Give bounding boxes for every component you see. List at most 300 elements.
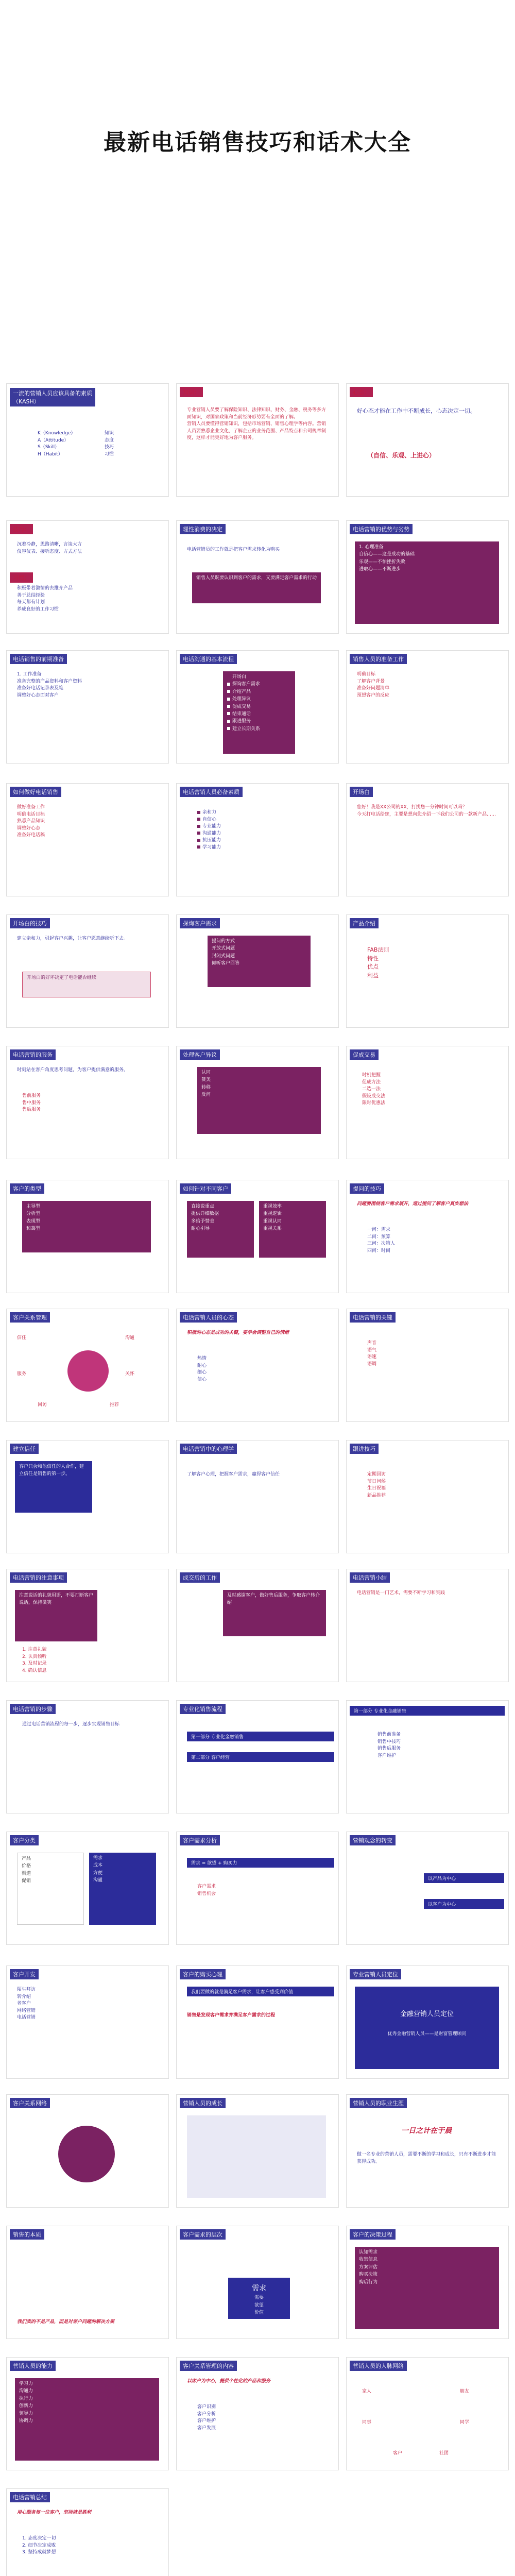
slide-obj <box>176 1046 339 1159</box>
i-box-title: 金融营销人员定位 <box>400 2010 454 2018</box>
goal-item: 抗压能力 <box>197 837 321 844</box>
lst-item: 3. 及时记录 <box>22 1661 47 1666</box>
p-item: 领导力 <box>19 2411 33 2416</box>
circle-item: 回访 <box>38 1402 47 1408</box>
inner-item: 自信心——这是成功的基础 <box>359 552 415 557</box>
slide-lst <box>6 1569 169 1682</box>
goal-list <box>197 809 321 851</box>
a-text: 通过电话营销流程的每一步，逐步实现销售目标 <box>22 1722 120 1727</box>
s-header: 电话营销总结 <box>10 2492 50 2502</box>
tips-list <box>357 671 496 699</box>
close-item: 假设成交法 <box>362 1093 386 1099</box>
close-item: 二选一法 <box>362 1087 381 1092</box>
d-right-item: 需求 <box>93 1856 103 1861</box>
slide-n <box>176 2226 339 2339</box>
b-item: 第一部分 专业化金融销售 <box>187 1732 334 1741</box>
cust-box <box>22 1201 151 1252</box>
flow-item: 探询客户需求 <box>227 681 291 688</box>
habit-header: 习惯： <box>10 572 33 583</box>
n-header: 客户需求的层次 <box>180 2229 226 2240</box>
c-item: 销售前准备 <box>377 1732 401 1737</box>
habit-item: 善于总结经验 <box>17 592 45 598</box>
slide-show <box>346 914 509 1028</box>
keep-item: 语速 <box>367 1354 377 1360</box>
svc-list <box>22 1093 151 1114</box>
pres-item: 熟悉产品知识 <box>17 819 45 824</box>
need-item: 开放式问题 <box>212 946 235 952</box>
show-list <box>367 946 491 980</box>
svc-item: 售后服务 <box>22 1107 41 1112</box>
row-10 <box>0 1569 515 1692</box>
follow-item: 生日祝福 <box>367 1486 386 1491</box>
slide-mind2 <box>176 1440 339 1553</box>
insure-right <box>259 1201 326 1258</box>
insure-right-item: 重视认同 <box>263 1218 282 1224</box>
p-header: 营销人员的能力 <box>10 2361 56 2371</box>
slide-prep <box>6 650 169 764</box>
skill-text: 沉着冷静，思路清晰，言谈大方 仪容仪表、接听态度、方式方法 <box>17 542 82 554</box>
svc-item: 售中服务 <box>22 1100 41 1106</box>
cust-item: 表现型 <box>26 1218 41 1224</box>
o-item: 购买决策 <box>359 2272 378 2278</box>
s-item: 2. 细节决定成败 <box>22 2543 56 2548</box>
slide-p <box>6 2357 169 2470</box>
i-box <box>355 1987 499 2069</box>
mind-header: 电话营销人员的心态 <box>180 1312 237 1323</box>
kash-list <box>38 430 141 458</box>
close-list <box>362 1072 491 1107</box>
r-item: 朋友 <box>460 2389 470 2394</box>
tips-item: 准备好问题清单 <box>357 686 390 691</box>
lst-list <box>22 1647 156 1674</box>
e-item: 客户需求 <box>197 1884 216 1889</box>
mind2-header: 电话营销中的心理学 <box>180 1444 237 1454</box>
row-6 <box>0 1046 515 1170</box>
mind-item: 细心 <box>197 1370 207 1375</box>
obj-item: 反问 <box>201 1092 211 1098</box>
slide-pres <box>6 783 169 896</box>
follow-item: 节日问候 <box>367 1479 386 1484</box>
sale-text: 时刻站在客户角度思考问题，为客户提供满意的服务。 <box>17 1067 129 1073</box>
slide-guide <box>346 1180 509 1293</box>
l-red: 一日之计在于晨 <box>401 2127 452 2135</box>
slide-insure <box>176 1180 339 1293</box>
c-item: 销售后服务 <box>377 1746 401 1751</box>
attitude-quote: （自信、乐观、上进心） <box>367 452 436 459</box>
slide-mind <box>176 1309 339 1422</box>
need-item: 提问的方式 <box>212 939 235 944</box>
goal-item: 沟通能力 <box>197 831 321 838</box>
goal-item: 学习能力 <box>197 844 321 852</box>
attitude-header: 心态： <box>350 387 373 397</box>
o-item: 购后行为 <box>359 2279 378 2285</box>
p-item: 执行力 <box>19 2396 33 2401</box>
n-item: 欲望 <box>254 2302 264 2308</box>
open-text: 建立亲和力，引起客户兴趣，让客户愿意继续听下去。 <box>17 936 129 941</box>
h-red: 销售是发现客户需求并满足客户需求的过程 <box>187 2013 276 2018</box>
p-item: 学习力 <box>19 2381 33 2386</box>
slide-goal <box>176 783 339 896</box>
flow-item: 结束通话 <box>227 710 291 718</box>
follow-list <box>367 1471 491 1499</box>
row-11 <box>0 1700 515 1824</box>
slide-close <box>346 1046 509 1159</box>
c-item: 客户维护 <box>377 1753 397 1758</box>
slide-j <box>6 2094 169 2208</box>
obj-item: 认同 <box>201 1070 211 1075</box>
kash-item: H（Habit） 习惯 <box>38 451 114 457</box>
cust-header: 客户的类型 <box>10 1183 44 1194</box>
need-item: 倾听客户回答 <box>212 961 240 967</box>
slide-d <box>6 1832 169 1945</box>
c-header: 第一部分 专业化金融销售 <box>350 1706 505 1716</box>
goal-header: 电话营销人员必备素质 <box>180 787 243 797</box>
lst-item: 2. 认真倾听 <box>22 1654 47 1659</box>
flow-item: 跟进服务 <box>227 718 291 725</box>
script-header: 开场白 <box>350 787 373 797</box>
show-item: FAB法则 <box>367 946 389 953</box>
circle-item: 服务 <box>17 1371 27 1377</box>
insure-right-item: 重视逻辑 <box>263 1211 282 1217</box>
r-item: 家人 <box>362 2389 372 2394</box>
mind-item: 热情 <box>197 1356 207 1361</box>
slide-deal <box>176 1569 339 1682</box>
obj-item: 转移 <box>201 1084 211 1090</box>
d-right <box>89 1853 156 1925</box>
insure-right-item: 重视效率 <box>263 1204 282 1209</box>
row-9 <box>0 1440 515 1564</box>
g-item: 网络营销 <box>17 2008 36 2013</box>
guide-item: 一问：需求 <box>367 1227 391 1232</box>
inner-item: 乐观——不怕挫折失败 <box>359 559 406 565</box>
kash-item: A（Attitude） 态度 <box>38 437 114 443</box>
slide-l <box>346 2094 509 2208</box>
row-2 <box>0 520 515 644</box>
insure-right-item: 重视关系 <box>263 1226 282 1232</box>
prep-header: 电话销售的前期准备 <box>10 654 67 664</box>
slide-follow <box>346 1440 509 1553</box>
j-header: 客户关系网络 <box>10 2098 50 2108</box>
row-4 <box>0 783 515 907</box>
role-header: 理性消费的决定 <box>180 524 226 534</box>
close-item: 限时优惠法 <box>362 1100 386 1106</box>
open-header: 开场白的技巧 <box>10 918 50 928</box>
f-item: 以客户为中心 <box>424 1899 504 1909</box>
m-header: 销售的本质 <box>10 2229 44 2240</box>
lst-header: 电话营销的注意事项 <box>10 1572 67 1583</box>
m-red: 我们卖的不是产品，而是对客户问题的解决方案 <box>17 2319 115 2325</box>
d-right-item: 方便 <box>93 1870 103 1876</box>
row-13 <box>0 1965 515 2089</box>
cust-item: 主导型 <box>26 1204 41 1209</box>
e-item: 销售机会 <box>197 1891 216 1896</box>
r-item: 同事 <box>362 2420 372 2425</box>
row-17 <box>0 2488 515 2576</box>
d-header: 客户分类 <box>10 1835 39 1845</box>
f-item: 以产品为中心 <box>424 1873 504 1883</box>
skill-header: 技巧： <box>10 524 33 534</box>
r-item: 客户 <box>393 2451 403 2456</box>
a-header: 电话营销的步骤 <box>10 1704 56 1714</box>
d-left-item: 促销 <box>22 1878 31 1884</box>
slide-k <box>176 2094 339 2208</box>
q-item: 客户维护 <box>197 2418 216 2424</box>
role-text: 电话营销员的工作就是把客户需求转化为购买 <box>187 547 280 552</box>
g-item: 陌生拜访 <box>17 1987 36 1992</box>
obj-box <box>197 1067 321 1134</box>
q-list <box>197 2404 321 2432</box>
keep-item: 语调 <box>367 1361 377 1367</box>
close-header: 促成交易 <box>350 1049 379 1060</box>
keep-header: 电话营销的关键 <box>350 1312 396 1323</box>
pres-item: 调整好心态 <box>17 825 41 831</box>
trust-header: 建立信任 <box>10 1444 39 1454</box>
s-red: 用心服务每一位客户，坚持就是胜利 <box>17 2510 92 2515</box>
mind-list <box>197 1355 321 1383</box>
l-text: 做一名专业的营销人员，需要不断的学习和成长，只有不断进步才能获得成功。 <box>357 2152 496 2164</box>
slide-role <box>176 520 339 634</box>
l-header: 营销人员的职业生涯 <box>350 2098 407 2108</box>
insure-left-item: 多给予赞美 <box>191 1218 215 1224</box>
row-15 <box>0 2226 515 2349</box>
slide-q <box>176 2357 339 2470</box>
slide-trust <box>6 1440 169 1553</box>
flow-item: 开场白 <box>227 673 291 681</box>
d-left-item: 价格 <box>22 1863 31 1869</box>
slide-a <box>6 1700 169 1814</box>
mind-red: 积极的心态是成功的关键，要学会调整自己的情绪 <box>187 1330 289 1335</box>
n-item: 价值 <box>254 2310 264 2316</box>
pres-item: 准备好电话稿 <box>17 833 45 838</box>
habit-item: 积极带着激情的去推介产品 <box>17 586 73 591</box>
slide-open <box>6 914 169 1028</box>
slide-f <box>346 1832 509 1945</box>
follow-item: 新品推荐 <box>367 1493 386 1498</box>
pic-header: 电话营销小结 <box>350 1572 390 1583</box>
inner-header: 电话营销的优势与劣势 <box>350 524 413 534</box>
e-header: 客户需求分析 <box>180 1835 220 1845</box>
prep-item: 准备完整的产品资料和客户资料 <box>17 679 82 684</box>
d-right-item: 成本 <box>93 1863 103 1869</box>
script-text: 您好！我是XX公司的XX，打扰您一分钟时间可以吗？ 今天打电话给您，主要是想向您介绍一下我们公司的一款新产品…… <box>357 805 496 817</box>
s-list <box>22 2535 151 2556</box>
c-list <box>377 1732 491 1759</box>
slide-kash <box>6 383 169 497</box>
row-5 <box>0 914 515 1038</box>
i-header: 专业营销人员定位 <box>350 1969 401 1979</box>
slide-h <box>176 1965 339 2079</box>
tips-item: 预想客户的反应 <box>357 692 390 698</box>
b-item: 第二部分 客户经营 <box>187 1752 334 1762</box>
follow-item: 定期回访 <box>367 1472 386 1477</box>
q-red: 以客户为中心，提供个性化的产品和服务 <box>187 2379 271 2384</box>
slide-i <box>346 1965 509 2079</box>
slide-tips <box>346 650 509 764</box>
g-list <box>17 1987 156 2022</box>
svc-item: 售前服务 <box>22 1093 41 1098</box>
n-item: 需求 <box>252 2284 266 2293</box>
c-item: 销售中技巧 <box>377 1739 401 1744</box>
lst-item: 4. 确认信息 <box>22 1668 47 1673</box>
pres-item: 做好准备工作 <box>17 805 45 810</box>
mind-item: 耐心 <box>197 1363 207 1368</box>
insure-left-item: 耐心引导 <box>191 1226 210 1232</box>
q-item: 客户识别 <box>197 2404 216 2410</box>
guide-item: 三问：决策人 <box>367 1241 396 1246</box>
insure-header: 如何针对不同客户 <box>180 1183 231 1194</box>
circle-item: 沟通 <box>125 1335 135 1341</box>
kash-header: 一流的营销人员应该具备的素质 （KASH） <box>10 388 95 406</box>
attitude-text: 好心态才能在工作中不断成长，心态决定一切。 <box>357 408 476 414</box>
slide-sale <box>6 1046 169 1159</box>
row-12 <box>0 1832 515 1955</box>
flow-box <box>223 671 295 754</box>
prep-item: 调整好心态面对客户 <box>17 692 59 698</box>
circle-item: 信任 <box>17 1335 27 1341</box>
need-item: 封闭式问题 <box>212 953 235 959</box>
o-header: 客户的决策过程 <box>350 2229 396 2240</box>
o-box <box>355 2247 499 2329</box>
s-item: 1. 态度决定一切 <box>22 2536 56 2541</box>
mind-item: 信心 <box>197 1377 207 1382</box>
slide-e <box>176 1832 339 1945</box>
insure-left-item: 提供详细数据 <box>191 1211 219 1217</box>
mind2-text: 了解客户心理，把握客户需求，赢得客户信任 <box>187 1472 280 1477</box>
habit-item: 每天都有计划 <box>17 600 45 605</box>
goal-item: 自信心 <box>197 817 321 824</box>
pic-text: 电话营销是一门艺术，需要不断学习和实践 <box>357 1590 445 1596</box>
slide-script <box>346 783 509 896</box>
open-box: 开场白的好坏决定了电话能否继续 <box>22 972 151 997</box>
slide-need <box>176 914 339 1028</box>
row-1 <box>0 383 515 507</box>
slide-g <box>6 1965 169 2079</box>
close-item: 时机把握 <box>362 1073 381 1078</box>
need-header: 探询客户需求 <box>180 918 220 928</box>
inner-item: 进取心——不断进步 <box>359 567 401 572</box>
d-right-item: 沟通 <box>93 1878 103 1884</box>
slide-s <box>6 2488 169 2576</box>
q-header: 客户关系管理的内容 <box>180 2361 237 2371</box>
need-box <box>208 936 311 987</box>
circle-header: 客户关系管理 <box>10 1312 50 1323</box>
flow-item: 介绍产品 <box>227 688 291 696</box>
prep-item: 准备好电话记录表及笔 <box>17 686 64 691</box>
slide-keep <box>346 1309 509 1422</box>
inner-item: 1. 心理准备 <box>359 545 384 550</box>
close-item: 促成方法 <box>362 1079 381 1085</box>
g-item: 老客户 <box>17 2001 31 2006</box>
show-item: 利益 <box>367 972 379 979</box>
p-item: 创新力 <box>19 2403 33 2409</box>
insure-left-item: 直接说重点 <box>191 1204 215 1209</box>
show-item: 特性 <box>367 955 379 962</box>
slide-flow <box>176 650 339 764</box>
g-item: 电话营销 <box>17 2015 36 2020</box>
i-box-sub: 优秀金融营销人员——是财富管理顾问 <box>387 2031 467 2037</box>
slide-skill <box>6 520 169 634</box>
r-header: 营销人员的人脉网络 <box>350 2361 407 2371</box>
keep-item: 声音 <box>367 1341 377 1346</box>
k-header: 营销人员的成长 <box>180 2098 226 2108</box>
habit-list <box>17 585 156 613</box>
d-left-item: 渠道 <box>22 1871 31 1876</box>
tips-header: 销售人员的准备工作 <box>350 654 407 664</box>
goal-item: 亲和力 <box>197 809 321 817</box>
keep-list <box>367 1340 491 1368</box>
slide-b <box>176 1700 339 1814</box>
g-item: 转介绍 <box>17 1994 31 1999</box>
s-item: 3. 坚持成就梦想 <box>22 2550 56 2555</box>
p-item: 沟通力 <box>19 2388 33 2394</box>
e-list <box>197 1884 321 1897</box>
trust-box: 客户只会和他信任的人合作，建立信任是销售的第一步。 <box>15 1461 92 1513</box>
o-item: 方案评估 <box>359 2264 378 2270</box>
pres-item: 明确电话目标 <box>17 811 45 817</box>
slide-cust <box>6 1180 169 1293</box>
o-item: 认知需求 <box>359 2250 378 2255</box>
knowledge-text: 专业营销人员要了解保险知识、法律知识、财务、金融、税务等多方面知识，对国家政策和当前经济形势要有全面的了解。 营销人员要懂得营销知识，包括市场营销、销售心理学等内容。营销人员要熟悉企业文化，了解企业的业务范围、产品特点和公司规章制度，这样才能更好地为客户服务。 <box>187 408 327 440</box>
slide-circle <box>6 1309 169 1422</box>
obj-item: 赞美 <box>201 1077 211 1083</box>
f-header: 营销观念的转变 <box>350 1835 396 1845</box>
b-header: 专业化销售流程 <box>180 1704 226 1714</box>
keep-item: 语气 <box>367 1347 377 1353</box>
h-box: 我们要做的就是满足客户需求，让客户感受到价值 <box>187 1987 334 1996</box>
cust-item: 分析型 <box>26 1211 41 1217</box>
q-item: 客户发展 <box>197 2425 216 2431</box>
guide-red: 问题要围绕客户需求展开，通过提问了解客户真实想法 <box>357 1201 469 1207</box>
p-box <box>15 2378 159 2461</box>
j-center <box>58 2126 115 2182</box>
p-item: 协调力 <box>19 2418 33 2424</box>
insure-left <box>187 1201 254 1258</box>
row-14 <box>0 2094 515 2218</box>
h-header: 客户的购买心理 <box>180 1969 226 1979</box>
show-header: 产品介绍 <box>350 918 379 928</box>
slide-attitude <box>346 383 509 497</box>
pres-list <box>17 804 156 839</box>
slide-m <box>6 2226 169 2339</box>
follow-header: 跟进技巧 <box>350 1444 379 1454</box>
goal-item: 专业能力 <box>197 823 321 831</box>
role-box: 销售人员既要认识到客户的需求，又要满足客户需求的行动 <box>192 572 321 603</box>
g-header: 客户开发 <box>10 1969 39 1979</box>
circle-item: 推荐 <box>110 1402 119 1408</box>
deal-box: 及时感谢客户，做好售后服务，争取客户转介绍 <box>223 1590 326 1636</box>
guide-list <box>367 1227 491 1255</box>
e-text: 需求 = 欲望 + 购买力 <box>187 1858 334 1868</box>
pres-header: 如何做好电话销售 <box>10 787 61 797</box>
lst-item: 1. 注意礼貌 <box>22 1647 47 1652</box>
obj-header: 处理客户异议 <box>180 1049 220 1060</box>
flow-header: 电话沟通的基本流程 <box>180 654 237 664</box>
tips-item: 明确目标 <box>357 672 376 677</box>
prep-item: 1. 工作准备 <box>17 672 42 677</box>
row-7 <box>0 1180 515 1303</box>
prep-list <box>17 671 156 699</box>
slide-o <box>346 2226 509 2339</box>
slide-inner <box>346 520 509 634</box>
habit-item: 养成良好的工作习惯 <box>17 606 59 612</box>
kash-item: K（Knowledge） 知识 <box>38 431 114 436</box>
knowledge-header: 知识： <box>180 387 203 397</box>
o-item: 收集信息 <box>359 2257 378 2263</box>
flow-item: 建立长期关系 <box>227 725 291 733</box>
tips-item: 了解客户背景 <box>357 679 385 684</box>
page-title: 最新电话销售技巧和话术大全 <box>104 129 411 156</box>
n-center <box>228 2278 290 2319</box>
